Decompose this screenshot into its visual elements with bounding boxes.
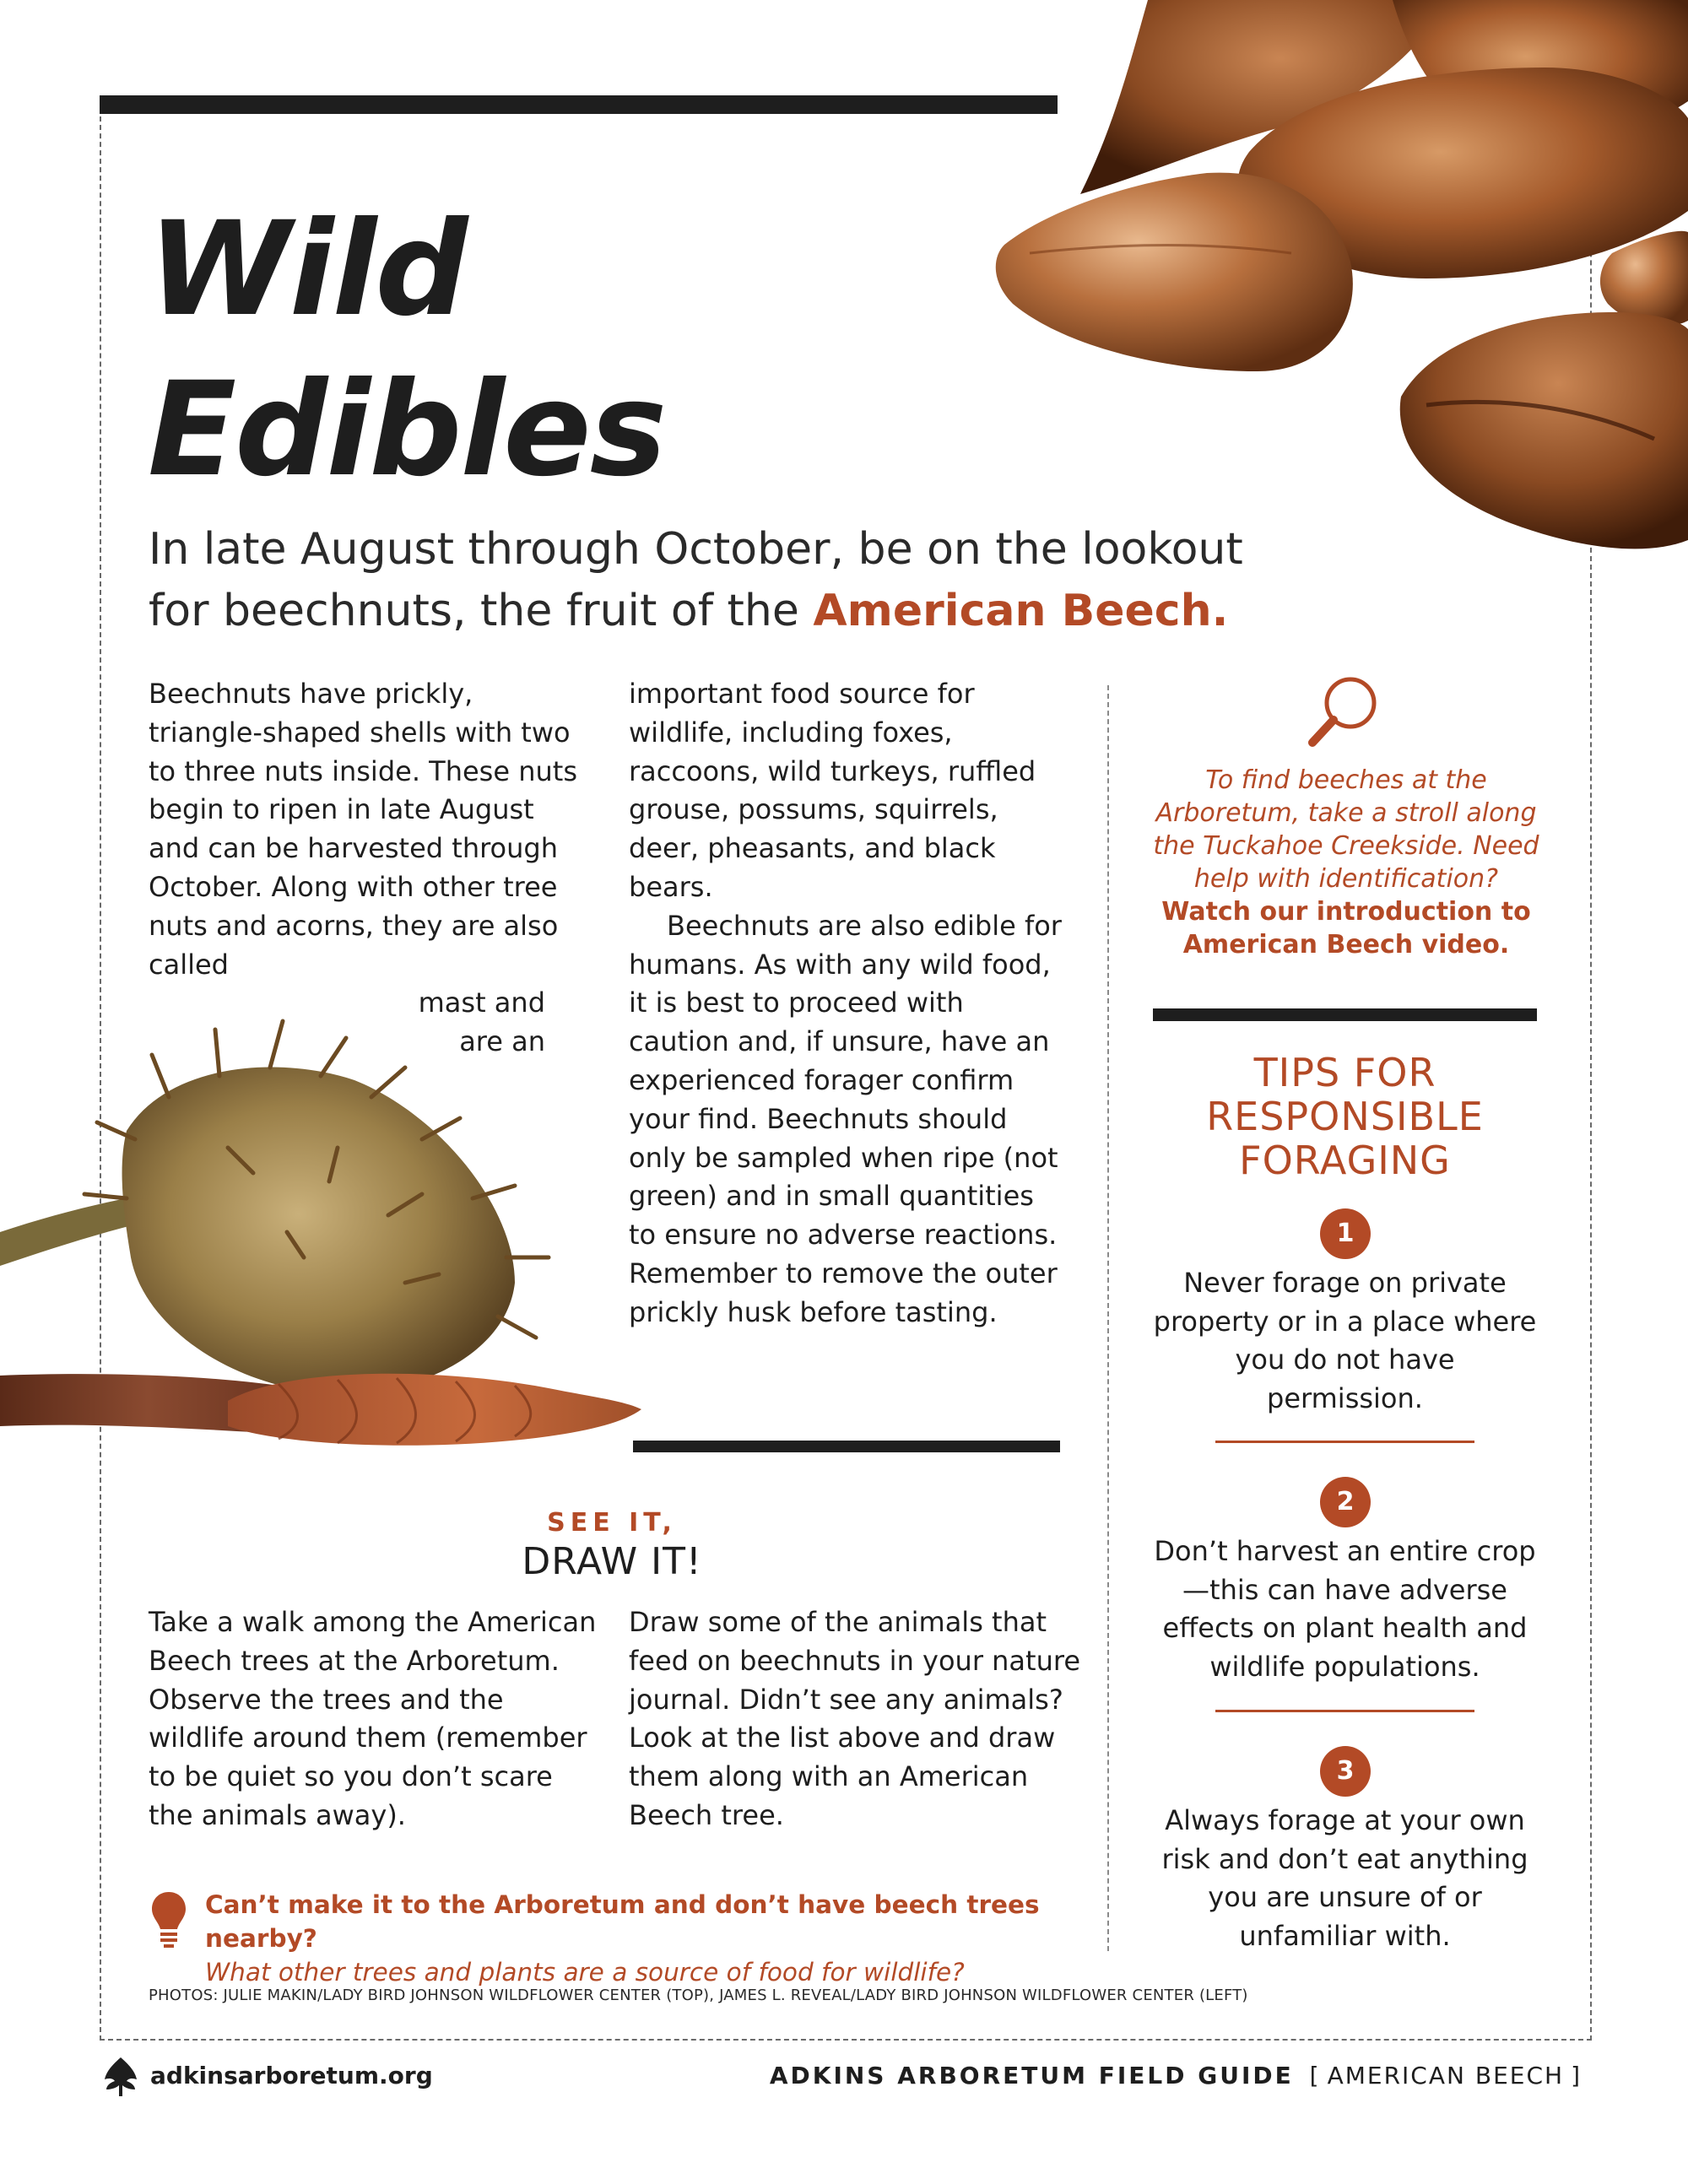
draw-kicker: SEE IT, <box>547 1508 677 1538</box>
bracket-close: ] <box>1571 2062 1582 2089</box>
guide-subject: AMERICAN BEECH <box>1327 2062 1565 2089</box>
tip-divider-2 <box>1215 1710 1474 1712</box>
video-link[interactable]: Watch our introduction to American Beech video. <box>1161 897 1531 960</box>
tip-text-1: Never forage on private property or in a place where you do not have permission. <box>1153 1267 1537 1414</box>
lightbulb-icon <box>150 1890 187 1949</box>
tip-text-3: Always forage at your own risk and don’t eat anything you are unsure of or unfamiliar with. <box>1161 1804 1528 1952</box>
draw-title: DRAW IT! <box>522 1540 702 1583</box>
tip-text-2: Don’t harvest an entire crop—this can have adverse effects on plant health and wildlife populations. <box>1154 1535 1536 1683</box>
beech-husk-photo <box>0 1004 641 1477</box>
tip-number-2: 2 <box>1320 1477 1371 1527</box>
bottom-note-prompt: What other trees and plants are a source of food for wildlife? <box>205 1958 965 1987</box>
body-col1-tail2: are an <box>459 1025 545 1058</box>
title-line-2: Edibles <box>148 354 666 505</box>
guide-title: ADKINS ARBORETUM FIELD GUIDE <box>769 2062 1294 2089</box>
sidebar-note-text: To find beeches at the Arboretum, take a stroll along the Tuckahoe Creekside. Need help with identification? <box>1153 765 1539 894</box>
intro-text <box>149 519 1271 642</box>
top-rule <box>100 95 1058 114</box>
body-col1-tail1: mast and <box>418 987 545 1019</box>
title-line-1: Wild <box>148 194 467 345</box>
tips-rule <box>1153 1008 1537 1021</box>
tip-number-1: 1 <box>1320 1208 1371 1259</box>
tip-number-3: 3 <box>1320 1746 1371 1797</box>
leaf-logo-icon <box>101 2056 140 2098</box>
tip-divider-1 <box>1215 1441 1474 1443</box>
bottom-note <box>205 1888 1083 1989</box>
beechnuts-photo <box>920 0 1688 582</box>
draw-column-1: Take a walk among the American Beech trees at the Arboretum. Observe the trees and the wildlife around them (remember to be quiet so you don’t scare the animals away). <box>149 1606 597 1831</box>
body-column-2 <box>629 675 1068 1333</box>
body-col2-paragraph-2: Beechnuts are also edible for humans. As with any wild food, it is best to proceed with caution and, if unsure, have an experienced forager confirm your find. Beechnuts should only be sampled when ripe (not green) and in small quantities to ensure no adverse reactions. Remember to remove the outer prickly husk before tasting. <box>629 909 1062 1328</box>
body-col2-paragraph-1: important food source for wildlife, including foxes, raccoons, wild turkeys, ruffled grouse, possums, squirrels, deer, pheasants, and black bears. <box>629 678 1036 903</box>
sidebar-note <box>1152 764 1540 961</box>
section-rule <box>633 1441 1060 1452</box>
bracket-open: [ <box>1309 2062 1321 2089</box>
tips-title: TIPS FOR RESPONSIBLE FORAGING <box>1206 1050 1484 1183</box>
page-title <box>148 190 665 511</box>
photo-credits: PHOTOS: JULIE MAKIN/LADY BIRD JOHNSON WILDFLOWER CENTER (TOP), JAMES L. REVEAL/LADY BIRD JOHNSON WILDFLOWER CENTER (LEFT) <box>149 1987 1248 2004</box>
magnifier-icon <box>1304 671 1384 751</box>
column-divider <box>1107 685 1109 1951</box>
draw-column-2: Draw some of the animals that feed on beechnuts in your nature journal. Didn’t see any animals? Look at the list above and draw them along with an American Beech tree. <box>629 1606 1080 1831</box>
website-link[interactable]: adkinsarboretum.org <box>150 2062 433 2089</box>
draw-heading <box>473 1506 751 1584</box>
footer-guide <box>770 2059 1588 2093</box>
bottom-note-question: Can’t make it to the Arboretum and don’t have beech trees nearby? <box>205 1890 1040 1953</box>
intro-highlight: American Beech. <box>813 586 1229 636</box>
intro-sentence: In late August through October, be on the lookout for beechnuts, the fruit of the <box>149 524 1243 636</box>
body-col1-text: Beechnuts have prickly, triangle-shaped shells with two to three nuts inside. These nuts begin to ripen in late August and can be harvested through October. Along with other tree nuts and acorns, they are also called <box>149 678 577 981</box>
